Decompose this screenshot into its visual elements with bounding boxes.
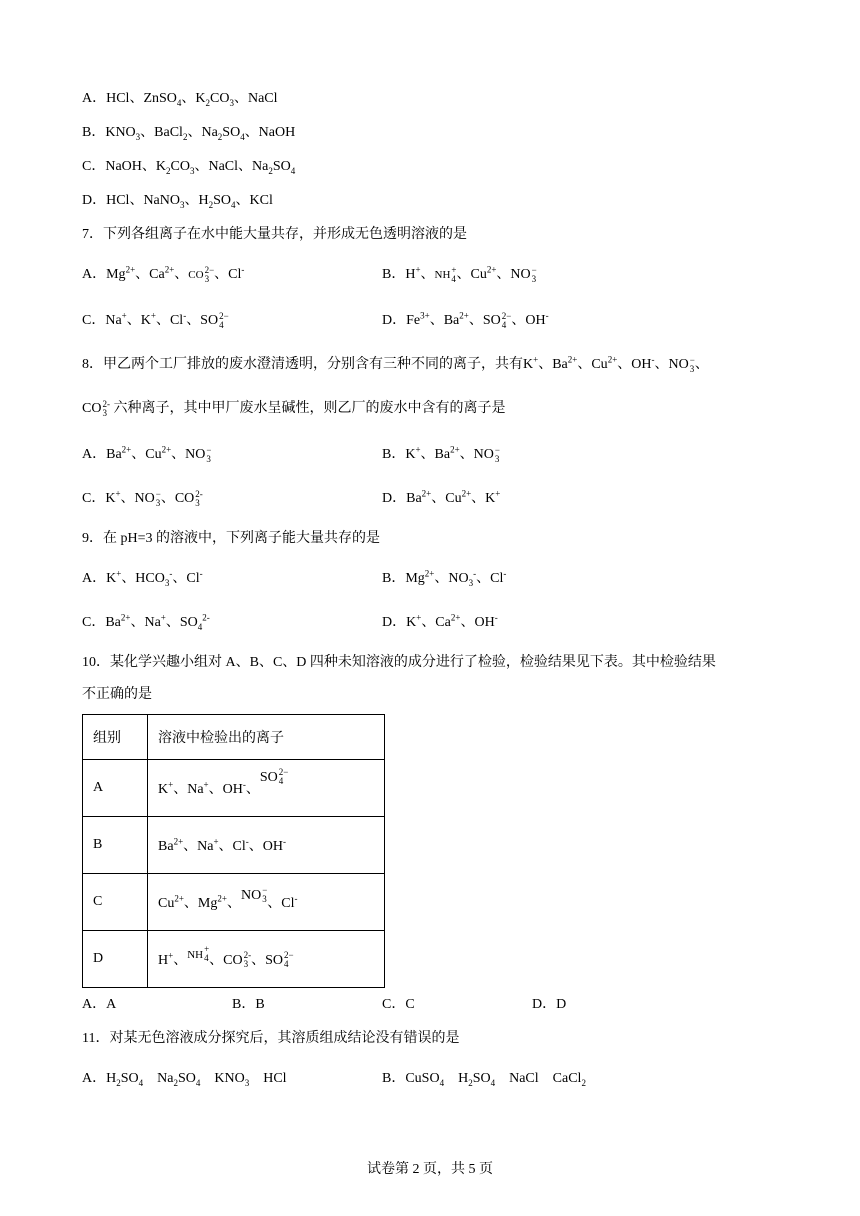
q9-option-c: C．$Ba^{2+}$、Na+、$SO_4^{2-}$ xyxy=(82,612,210,632)
page-footer: 试卷第 2 页，共 5 页 xyxy=(367,1162,493,1177)
q10-stem-line2: 不正确的是 xyxy=(82,687,152,702)
q8-option-d: D．$Ba^{2+}$、$Cu^{2+}$、K+ xyxy=(382,488,501,506)
q8-option-c: C．K+、NO − 3 、CO 2- 3 xyxy=(82,488,203,508)
q7-option-a: A．$Mg^{2+}$、$Ca^{2+}$、CO 2− 3 、Cl- xyxy=(82,264,245,284)
table-header-ions: 溶液中检验出的离子 xyxy=(148,715,385,760)
q6-option-b: B．$KNO_3$、BaCl$_2$、$Na_2SO_4$、NaOH xyxy=(82,125,296,142)
row-ions: $Cu^{2+}$、$Mg^{2+}$、NO − 3 、Cl- xyxy=(148,874,385,931)
table-row xyxy=(83,931,385,988)
q8-stem-line1: 8．甲乙两个工厂排放的废水澄清透明，分别含有三种不同的离子，共有K+、$Ba^{2+}$、$Cu^{2+}$、OH-、NO − 3 、 xyxy=(82,354,709,374)
q7-option-d: D．$Fe^{3+}$、$Ba^{2+}$、SO 2− 4 、OH- xyxy=(382,310,549,330)
q11-option-b: B．CuSO$_4$ $H_2SO_4$ NaCl CaCl$_2$ xyxy=(382,1071,586,1088)
q11-stem: 11．对某无色溶液成分探究后，其溶质组成结论没有错误的是 xyxy=(82,1031,460,1046)
q10-stem-line1: 10．某化学兴趣小组对 A、B、C、D 四种未知溶液的成分进行了检验，检验结果见下表。其中检验结果 xyxy=(82,655,716,670)
q10-option-c: C．C xyxy=(382,997,415,1012)
q7-option-c: C．Na+、K+、Cl-、SO 2− 4 xyxy=(82,310,229,330)
row-label: D xyxy=(83,931,148,988)
table-header-group: 组别 xyxy=(83,715,148,760)
row-label: A xyxy=(83,760,148,817)
q6-option-d: D．HCl、NaNO$_3$、$H_2SO_4$、KCl xyxy=(82,193,273,210)
q9-option-a: A．K+、$HCO_3^-$、Cl- xyxy=(82,568,203,588)
table-row xyxy=(83,874,385,931)
q8-option-b: B．K+、$Ba^{2+}$、NO − 3 xyxy=(382,444,500,464)
row-ions: H+、NH + 4 、CO 2- 3 、SO 2− 4 xyxy=(148,931,385,988)
table-row xyxy=(83,817,385,874)
q10-option-a: A．A xyxy=(82,997,117,1012)
q10-option-d: D．D xyxy=(532,997,567,1012)
q10-option-b: B．B xyxy=(232,997,265,1012)
q9-option-d: D．K+、$Ca^{2+}$、OH- xyxy=(382,612,498,630)
q9-stem: 9．在 pH=3 的溶液中，下列离子能大量共存的是 xyxy=(82,531,381,546)
table-header-row xyxy=(83,715,385,760)
row-ions: K+、Na+、OH-、SO 2− 4 xyxy=(148,760,385,817)
row-label: B xyxy=(83,817,148,874)
q9-option-b: B．$Mg^{2+}$、$NO_3^-$、Cl- xyxy=(382,568,507,588)
table-row xyxy=(83,760,385,817)
row-label: C xyxy=(83,874,148,931)
q7-option-b: B．H+、NH + 4 、$Cu^{2+}$、NO − 3 xyxy=(382,264,537,284)
q8-option-a: A．$Ba^{2+}$、$Cu^{2+}$、NO − 3 xyxy=(82,444,212,464)
q7-stem: 7．下列各组离子在水中能大量共存，并形成无色透明溶液的是 xyxy=(82,227,467,242)
q10-results-table xyxy=(82,714,385,988)
q6-option-c: C．NaOH、$K_2CO_3$、NaCl、$Na_2SO_4$ xyxy=(82,159,296,176)
row-ions: $Ba^{2+}$、Na+、Cl-、OH- xyxy=(148,817,385,874)
q6-option-a: A．HCl、ZnSO$_4$、$K_2CO_3$、NaCl xyxy=(82,91,278,108)
q11-option-a: A．$H_2SO_4$ $Na_2SO_4$ $KNO_3$ HCl xyxy=(82,1071,287,1088)
q8-stem-line2: CO 2- 3 六种离子，其中甲厂废水呈碱性，则乙厂的废水中含有的离子是 xyxy=(82,399,506,418)
